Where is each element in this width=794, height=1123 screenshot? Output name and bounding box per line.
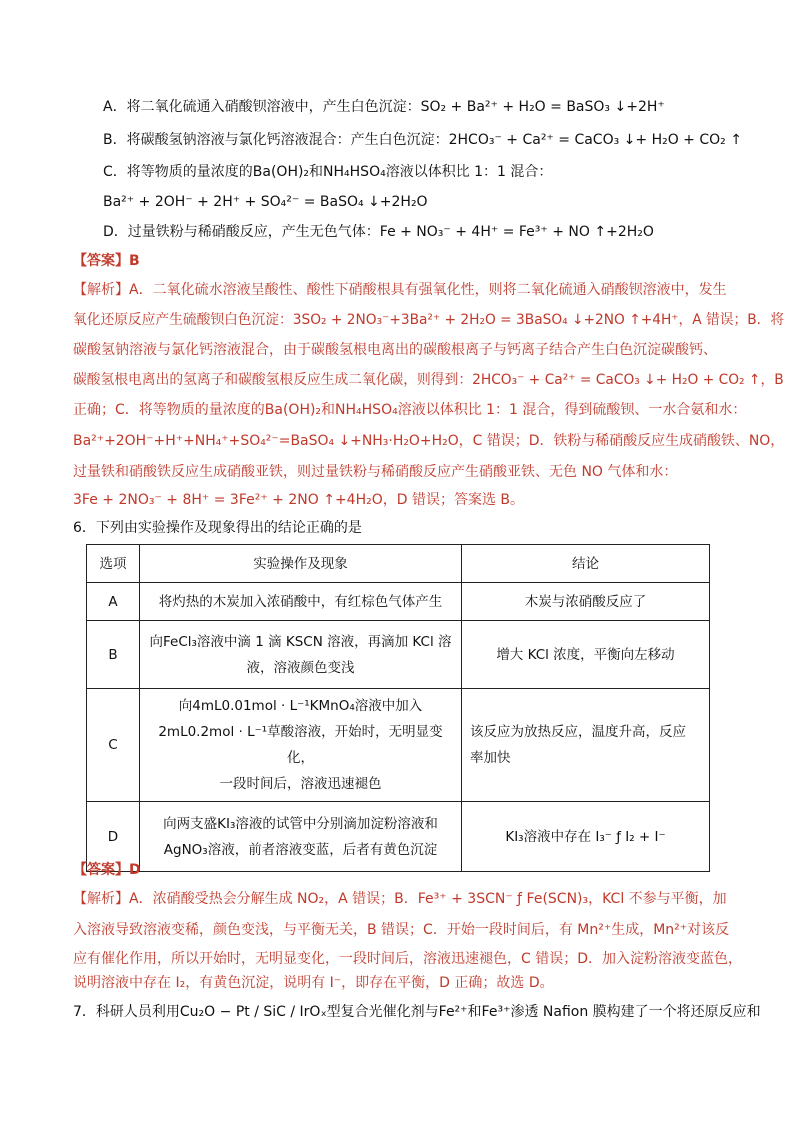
text-line: 液，溶液颜色变浅 [246, 659, 355, 676]
option-d: D．过量铁粉与稀硝酸反应，产生无色气体：Fe + NO₃⁻ + 4H⁺ = Fe³⁺ + NO ↑+2H₂O [103, 224, 654, 240]
row-conclusion [462, 621, 710, 689]
text-line: 将灼热的木炭加入浓硝酸中，有红棕色气体产生 [158, 593, 443, 610]
row-operation [140, 689, 462, 802]
question-6: 6．下列由实验操作及现象得出的结论正确的是 [73, 520, 362, 536]
text-line: 木炭与浓硝酸反应了 [524, 593, 647, 610]
text-line: 向4mL0.01mol · L⁻¹KMnO₄溶液中加入 [178, 698, 423, 714]
option-c-equation: Ba²⁺ + 2OH⁻ + 2H⁺ + SO₄²⁻ = BaSO₄ ↓+2H₂O [103, 194, 428, 210]
row-operation [140, 621, 462, 689]
header-operation: 实验操作及现象 [140, 545, 462, 583]
analysis-5-line: 碳酸氢钠溶液与氯化钙溶液混合，由于碳酸氢根电离出的碳酸根离子与钙离子结合产生白色沉淀碳酸钙、 [73, 342, 717, 358]
table-row [87, 583, 710, 621]
row-operation [140, 583, 462, 621]
text-line: 2mL0.2mol · L⁻¹草酸溶液，开始时，无明显变化， [158, 724, 443, 766]
analysis-6-line: 【解析】A．浓硝酸受热会分解生成 NO₂，A 错误；B．Fe³⁺ + 3SCN⁻ ƒ Fe(SCN)₃，KCl 不参与平衡，加 [73, 891, 727, 907]
option-b: B．将碳酸氢钠溶液与氯化钙溶液混合：产生白色沉淀：2HCO₃⁻ + Ca²⁺ = CaCO₃ ↓+ H₂O + CO₂ ↑ [103, 132, 742, 148]
option-a: A．将二氧化硫通入硝酸钡溶液中，产生白色沉淀：SO₂ + Ba²⁺ + H₂O = BaSO₃ ↓+2H⁺ [103, 99, 665, 115]
table-row [87, 802, 710, 872]
answer-6: 【答案】D [73, 862, 141, 878]
text-line: 向FeCl₃溶液中滴 1 滴 KSCN 溶液，再滴加 KCl 溶 [149, 633, 452, 650]
option-c: C．将等物质的量浓度的Ba(OH)₂和NH₄HSO₄溶液以体积比 1：1 混合： [103, 164, 553, 180]
analysis-5-line: Ba²⁺+2OH⁻+H⁺+NH₄⁺+SO₄²⁻=BaSO₄ ↓+NH₃·H₂O+H₂O，C 错误；D．铁粉与稀硝酸反应生成硝酸铁、NO， [73, 433, 785, 449]
analysis-5-line: 碳酸氢根电离出的氢离子和碳酸氢根反应生成二氧化碳，则得到：2HCO₃⁻ + Ca²⁺ = CaCO₃ ↓+ H₂O + CO₂ ↑，B [73, 372, 784, 388]
row-conclusion [462, 802, 710, 872]
analysis-5-line: 过量铁和硝酸铁反应生成硝酸亚铁，则过量铁粉与稀硝酸反应产生硝酸亚铁、无色 NO 气体和水： [73, 464, 678, 480]
text-line: 向两支盛KI₃溶液的试管中分别滴加淀粉溶液和 [163, 815, 438, 832]
question-7: 7．科研人员利用Cu₂O − Pt / SiC / IrOₓ型复合光催化剂与Fe²⁺和Fe³⁺渗透 Nafion 膜构建了一个将还原反应和 [73, 1004, 761, 1020]
text-line: KI₃溶液中存在 I₃⁻ ƒ I₂ + I⁻ [505, 828, 666, 845]
text-line: AgNO₃溶液，前者溶液变蓝，后者有黄色沉淀 [163, 841, 438, 858]
row-conclusion [462, 583, 710, 621]
answer-5: 【答案】B [73, 253, 140, 269]
row-option: C [87, 689, 140, 802]
row-option: D [87, 802, 140, 872]
analysis-5-line: 正确；C．将等物质的量浓度的Ba(OH)₂和NH₄HSO₄溶液以体积比 1：1 混合，得到硫酸钡、一水合氨和水： [73, 402, 747, 418]
analysis-5-line: 氧化还原反应产生硫酸钡白色沉淀：3SO₂ + 2NO₃⁻+3Ba²⁺ + 2H₂O = 3BaSO₄ ↓+2NO ↑+4H⁺，A 错误；B．将 [73, 312, 785, 328]
analysis-5-line: 3Fe + 2NO₃⁻ + 8H⁺ = 3Fe²⁺ + 2NO ↑+4H₂O，D 错误；答案选 B。 [73, 492, 525, 508]
table-row [87, 621, 710, 689]
table-row [87, 689, 710, 802]
analysis-6-line: 说明溶液中存在 I₂，有黄色沉淀，说明有 I⁻，即存在平衡，D 正确；故选 D。 [73, 975, 554, 991]
row-operation [140, 802, 462, 872]
analysis-6-line: 入溶液导致溶液变稀，颜色变浅，与平衡无关，B 错误；C．开始一段时间后，有 Mn²⁺生成，Mn²⁺对该反 [73, 922, 730, 938]
analysis-6-line: 应有催化作用，所以开始时，无明显变化，一段时间后，溶液迅速褪色，C 错误；D．加入淀粉溶液变蓝色， [73, 951, 743, 967]
header-conclusion: 结论 [462, 545, 710, 583]
row-option: A [87, 583, 140, 621]
text-line: 率加快 [470, 750, 511, 766]
text-line: 该反应为放热反应，温度升高，反应 [470, 724, 686, 740]
analysis-5-line: 【解析】A．二氧化硫水溶液呈酸性、酸性下硝酸根具有强氧化性，则将二氧化硫通入硝酸钡溶液中，发生 [73, 282, 727, 298]
header-option: 选项 [87, 545, 140, 583]
table-header-row [87, 545, 710, 583]
experiment-table [86, 544, 710, 872]
text-line: 增大 KCl 浓度，平衡向左移动 [496, 646, 675, 663]
row-option: B [87, 621, 140, 689]
text-line: 一段时间后，溶液迅速褪色 [219, 776, 382, 792]
row-conclusion [462, 689, 710, 802]
